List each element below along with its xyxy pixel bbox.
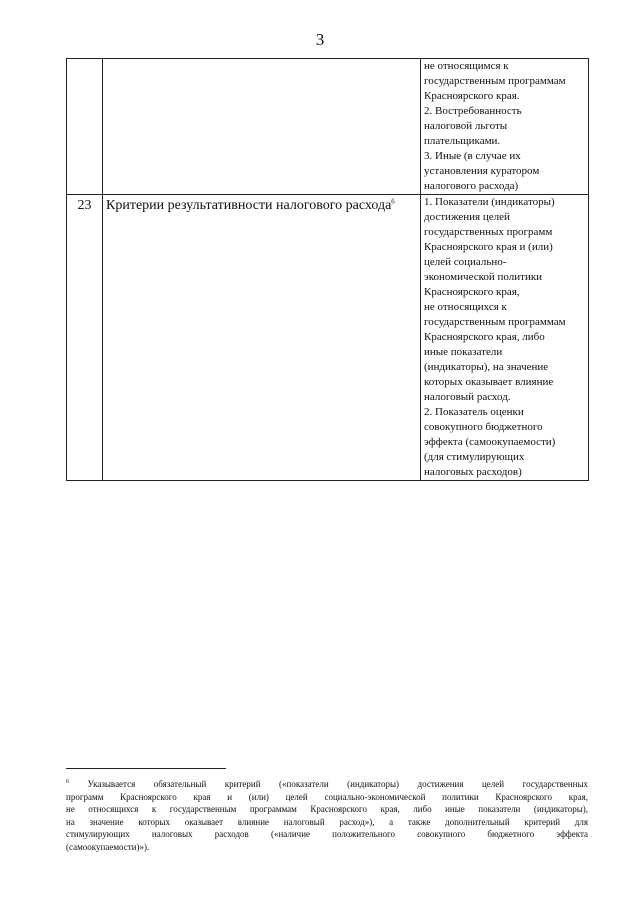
value-line: целей социально- — [424, 256, 507, 268]
footnote-text: Указывается обязательный критерий («показатели (индикаторы) достижения целей государственных — [69, 779, 588, 789]
value-line: налоговый расход. — [424, 391, 511, 403]
value-line: совокупного бюджетного — [424, 421, 543, 433]
page-number: 3 — [315, 30, 325, 49]
row-number-cell — [67, 59, 103, 195]
value-line: Красноярского края и (или) — [424, 241, 553, 253]
table-row — [67, 59, 589, 195]
value-line: иные показатели — [424, 346, 503, 358]
row-name-cell — [103, 59, 421, 195]
footnote-line: программ Красноярского края и (или) целей социально-экономической политики Красноярского края, — [66, 791, 588, 802]
value-line: 2. Востребованность — [424, 105, 522, 117]
value-line: налоговой льготы — [424, 120, 508, 132]
value-line: экономической политики — [424, 271, 543, 283]
value-line: (индикаторы), на значение — [424, 361, 549, 373]
value-line: 3. Иные (в случае их — [424, 150, 521, 162]
footnote-separator — [66, 768, 226, 769]
value-line: 1. Показатели (индикаторы) — [424, 196, 555, 208]
value-line: (для стимулирующих — [424, 451, 525, 463]
value-line: Красноярского края, либо — [424, 331, 545, 343]
value-line: налоговых расходов) — [424, 466, 522, 478]
footnote — [66, 778, 588, 853]
row-value-cell — [421, 59, 589, 195]
value-line: 2. Показатель оценки — [424, 406, 524, 418]
value-line: Красноярского края, — [424, 286, 520, 298]
value-line: государственным программам — [424, 75, 566, 87]
value-line: достижения целей — [424, 211, 510, 223]
value-line: налогового расхода) — [424, 180, 519, 192]
value-line: которых оказывает влияние — [424, 376, 554, 388]
value-line: установления куратором — [424, 165, 540, 177]
value-line: эффекта (самоокупаемости) — [424, 436, 556, 448]
value-line: государственных программ — [424, 226, 553, 238]
footnote-line: (самоокупаемости)»). — [66, 841, 150, 852]
value-line: государственным программам — [424, 316, 566, 328]
footnote-mark: 6 — [66, 779, 69, 785]
value-line: Красноярского края. — [424, 90, 520, 102]
footnote-line — [66, 778, 588, 791]
footnote-line: на значение которых оказывает влияние налоговый расход»), а также дополнительный критерий для — [66, 816, 588, 827]
value-line: не относящихся к — [424, 301, 507, 313]
footnote-reference[interactable]: 6 — [391, 197, 395, 206]
value-line: не относящимся к — [424, 60, 509, 72]
footnote-line: стимулирующих налоговых расходов («наличие положительного совокупного бюджетного эффекта — [66, 829, 588, 839]
row-number-cell: 23 — [67, 195, 103, 481]
criteria-table — [66, 58, 589, 481]
row-name-cell — [103, 195, 421, 481]
row-value-cell — [421, 195, 589, 481]
footnote-line: не относящихся к государственным программам Красноярского края, либо иные показатели (индикаторы), — [66, 804, 588, 814]
value-line: плательщиками. — [424, 135, 501, 147]
row-name-text: Критерии результативности налогового расхода — [106, 198, 392, 213]
table-row — [67, 195, 589, 481]
